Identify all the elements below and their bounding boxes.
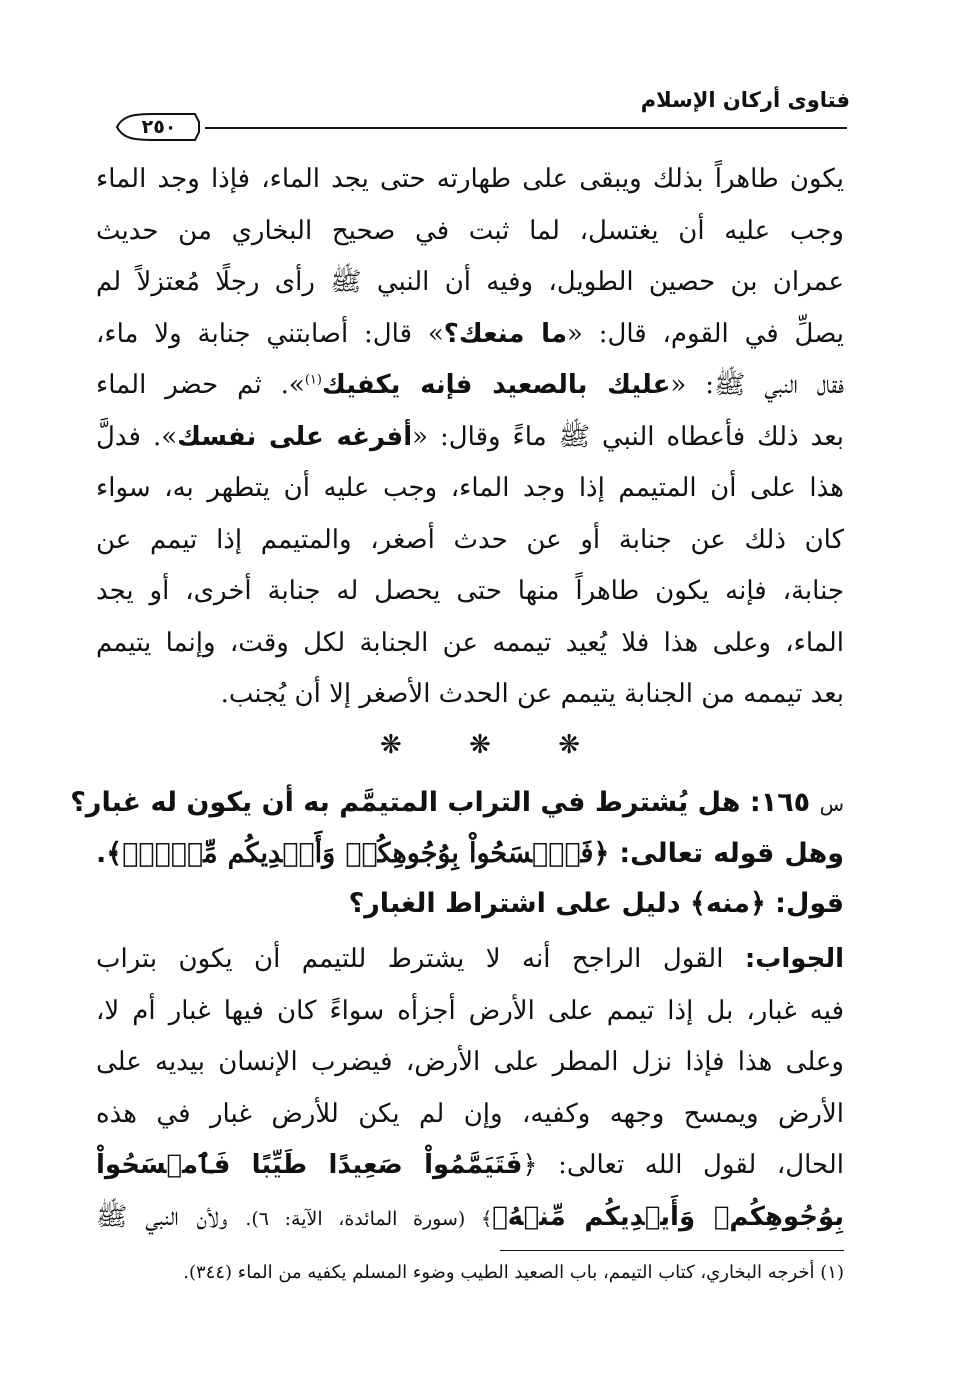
text-line: وجب عليه أن يغتسل، لما ثبت في صحيح البخاري من حديث: [96, 215, 844, 246]
text-segment: ». فدلَّ: [96, 421, 178, 452]
text-line: جنابة، فإنه يكون طاهراً منها حتى يحصل له جنابة أخرى، أو يجد: [96, 576, 844, 606]
text-segment: الحال، لقول الله تعالى: ﴿: [522, 1150, 844, 1180]
text-segment: » قال: أصابتني جنابة ولا ماء،: [96, 318, 444, 349]
asterism-icon: ❋: [469, 730, 491, 760]
text-line: [96, 1140, 844, 1192]
text-line: [96, 1192, 844, 1246]
text-line: يكون طاهراً بذلك ويبقى على طهارته حتى يجد الماء، فإذا وجد الماء: [96, 164, 844, 194]
asterism-icon: ❋: [380, 730, 402, 760]
verse-reference: ﴾ (سورة المائدة، الآية: ٦).: [245, 1207, 493, 1230]
text-segment: ولأن النبي ﷺ: [96, 1201, 228, 1232]
text-line: وعلى هذا فإذا نزل المطر على الأرض، فيضرب الإنسان بيديه على: [96, 1047, 844, 1077]
question-text: ﴾.: [96, 838, 123, 869]
text-line: [96, 309, 844, 361]
text-line: الأرض ويمسح وجهه وكفيه، وإن لم يكن للأرض غبار في هذه: [96, 1098, 844, 1129]
text-line: عمران بن حصين الطويل، وفيه أن النبي ﷺ رأى رجلًا مُعتزلاً لم: [96, 267, 844, 297]
text-segment: القول الراجح أنه لا يشترط للتيمم أن يكون بتراب: [96, 944, 724, 974]
text-segment: يصلِّ في القوم، قال: «: [566, 318, 844, 349]
quran-verse: فَٱمۡسَحُواْ بِوُجُوهِكُمۡ وَأَيۡدِيكُم مِّنۡهُۚ: [122, 838, 594, 869]
text-line: [96, 934, 844, 986]
text-line: [96, 360, 844, 412]
paragraph-1: [96, 154, 844, 721]
question-line: [96, 829, 844, 879]
hadith-quote: ما منعك؟: [443, 318, 567, 349]
asterism-icon: ❋: [558, 730, 580, 760]
hadith-quote: أفرغه على نفسك: [177, 421, 413, 452]
answer-label: الجواب:: [744, 944, 844, 974]
answer-paragraph: [96, 934, 844, 1245]
footnote-rule: [500, 1250, 844, 1251]
question-line: [70, 778, 844, 829]
page-number: ٢٥٠: [141, 116, 177, 138]
running-header-title: فتاوى أركان الإسلام: [640, 88, 850, 112]
text-line: [96, 412, 844, 464]
question-text: وهل قوله تعالى: ﴿: [593, 838, 845, 869]
section-separator: [380, 730, 580, 760]
header-rule: [205, 127, 847, 129]
text-line: بعد تيممه من الجنابة يتيمم عن الحدث الأصغر إلا أن يُجنب.: [220, 679, 844, 709]
question-block: [70, 778, 845, 929]
hadith-quote: عليك بالصعيد فإنه يكفيك: [321, 370, 671, 400]
text-line: هذا على أن المتيمم إذا وجد الماء، وجب عليه أن يتطهر به، سواء: [96, 473, 844, 503]
text-segment: فقال النبي ﷺ: «: [670, 370, 844, 400]
text-line: الماء، وعلى هذا فلا يُعيد تيممه عن الجنابة لكل وقت، وإنما يتيمم: [96, 627, 844, 658]
question-text: ١٦٥: هل يُشترط في التراب المتيمَّم به أن يكون له غبار؟: [70, 787, 811, 818]
text-line: فيه غبار، بل إذا تيمم على الأرض أجزأه سواءً كان فيها غبار أم لا،: [96, 995, 844, 1026]
text-segment: ». ثم حضر الماء: [96, 370, 305, 400]
footnote-reference[interactable]: (١): [304, 372, 322, 388]
text-line: كان ذلك عن جنابة أو عن حدث أصغر، والمتيمم إذا تيمم عن: [96, 524, 844, 555]
question-marker: س: [819, 792, 844, 816]
footnote: (١) أخرجه البخاري، كتاب التيمم، باب الصعيد الطيب وضوء المسلم يكفيه من الماء (٣٤٤).: [183, 1262, 844, 1283]
quran-verse: بِوُجُوهِكُمۡ وَأَيۡدِيكُم مِّنۡهُۚ: [492, 1201, 845, 1232]
quran-verse: فَتَيَمَّمُواْ صَعِيدًا طَيِّبًا فَٱمۡسَحُواْ: [96, 1150, 523, 1180]
text-segment: بعد ذلك فأعطاه النبي ﷺ ماءً وقال: «: [412, 421, 844, 452]
question-line: قول: ﴿منه﴾ دليل على اشتراط الغبار؟: [348, 888, 844, 919]
